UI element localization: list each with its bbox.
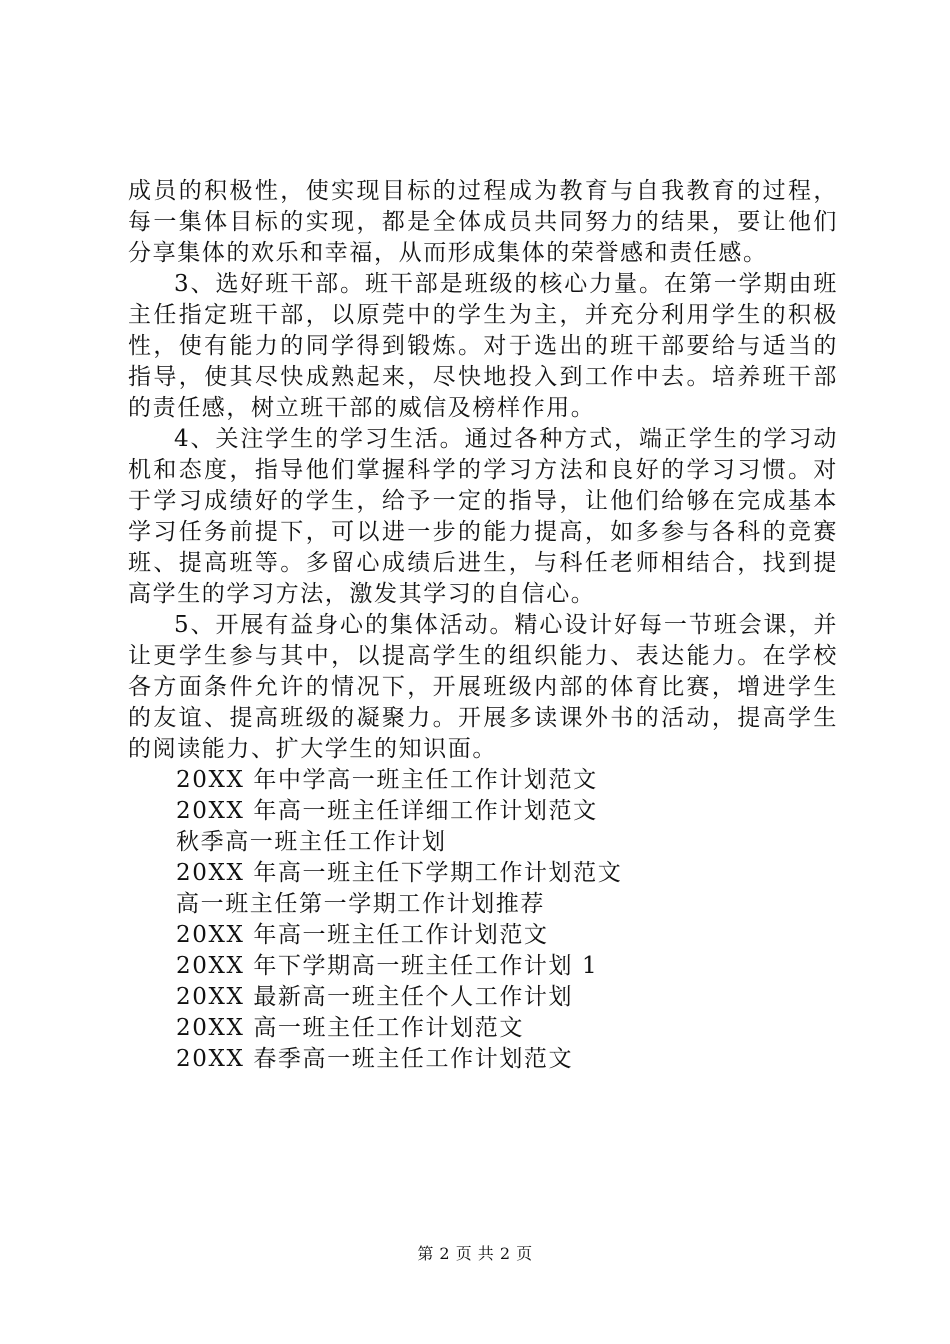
related-article-link[interactable]: 20XX 年高一班主任详细工作计划范文 bbox=[176, 798, 598, 824]
related-article-link[interactable]: 20XX 年高一班主任下学期工作计划范文 bbox=[176, 860, 623, 886]
related-article-link[interactable]: 20XX 年中学高一班主任工作计划范文 bbox=[176, 767, 598, 793]
related-article-link[interactable]: 20XX 春季高一班主任工作计划范文 bbox=[176, 1046, 574, 1072]
paragraph-class-cadres: 3、选好班干部。班干部是班级的核心力量。在第一学期由班主任指定班干部，以原莞中的学生为主，并充分利用学生的积极性，使有能力的同学得到锻炼。对于选出的班干部要给与适当的指导，使其尽快成熟起来，尽快地投入到工作中去。培养班干部的责任感，树立班干部的威信及榜样作用。 bbox=[128, 271, 838, 421]
related-article-link[interactable]: 高一班主任第一学期工作计划推荐 bbox=[176, 891, 545, 917]
page-footer bbox=[0, 1244, 950, 1264]
related-article-link[interactable]: 20XX 高一班主任工作计划范文 bbox=[176, 1015, 524, 1041]
related-article-link[interactable]: 20XX 最新高一班主任个人工作计划 bbox=[176, 984, 574, 1010]
related-article-link[interactable]: 20XX 年高一班主任工作计划范文 bbox=[176, 922, 549, 948]
document-body bbox=[128, 176, 838, 1075]
paragraph-study-life: 4、关注学生的学习生活。通过各种方式，端正学生的学习动机和态度，指导他们掌握科学的学习方法和良好的学习习惯。对于学习成绩好的学生，给予一定的指导，让他们给够在完成基本学习任务前提下，可以进一步的能力提高，如多参与各科的竞赛班、提高班等。多留心成绩后进生，与科任老师相结合，找到提高学生的学习方法，激发其学习的自信心。 bbox=[128, 426, 838, 607]
related-article-link[interactable]: 20XX 年下学期高一班主任工作计划 1 bbox=[176, 953, 599, 979]
related-article-link[interactable]: 秋季高一班主任工作计划 bbox=[176, 829, 447, 855]
page-number-label: 第 2 页 共 2 页 bbox=[417, 1244, 533, 1263]
related-articles-list bbox=[128, 765, 838, 1075]
paragraph-continuation: 成员的积极性，使实现目标的过程成为教育与自我教育的过程，每一集体目标的实现，都是全体成员共同努力的结果，要让他们分享集体的欢乐和幸福，从而形成集体的荣誉感和责任感。 bbox=[128, 178, 838, 266]
paragraph-group-activities: 5、开展有益身心的集体活动。精心设计好每一节班会课，并让更学生参与其中，以提高学生的组织能力、表达能力。在学校各方面条件允许的情况下，开展班级内部的体育比赛，增进学生的友谊、提高班级的凝聚力。开展多读课外书的活动，提高学生的阅读能力、扩大学生的知识面。 bbox=[128, 612, 838, 762]
